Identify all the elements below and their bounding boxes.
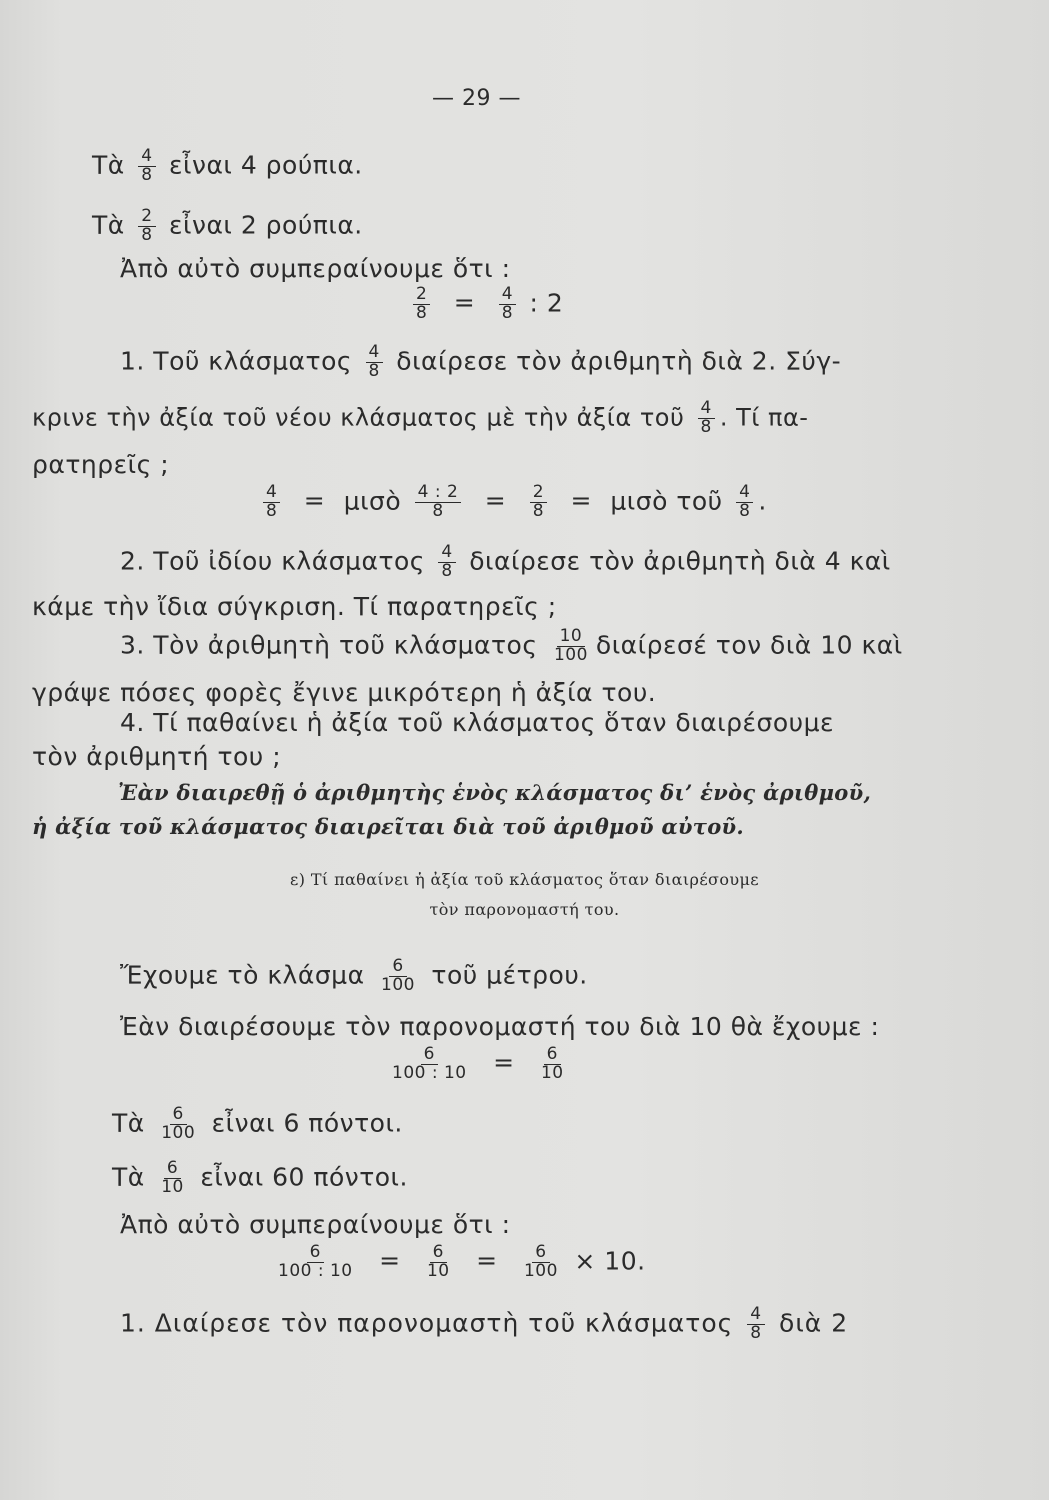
fraction: $\frac{10}{100}$ <box>553 626 588 665</box>
section-heading: ε) Τί παθαίνει ἡ ἀξία τοῦ κλάσματος ὅταν διαιρέσουμε <box>290 870 759 889</box>
fraction: $\frac{4}{8}$ <box>736 484 753 521</box>
fraction: $\frac{6}{100}$ <box>161 1104 196 1143</box>
section-heading: τὸν παρονομαστή του. <box>429 900 620 919</box>
rule-line-2: ἡ ἀξία τοῦ κλάσματος διαιρεῖται διὰ τοῦ ἀριθμοῦ αὐτοῦ. <box>32 814 745 839</box>
text-line: γράψε πόσες φορὲς ἔγινε μικρότερη ἡ ἀξία του. <box>32 678 657 707</box>
fraction: $\frac{6}{100}$ <box>381 956 415 995</box>
rule-line-1: Ἐὰν διαιρεθῇ ὁ ἀριθμητὴς ἑνὸς κλάσματος δι’ ἑνὸς ἀριθμοῦ, <box>118 780 872 805</box>
text-line: Τὰ $\frac{4}{8}$ εἶναι 4 ρούπια. <box>92 146 363 185</box>
fraction: $\frac{6}{100 : 10}$ <box>278 1242 353 1281</box>
text-line: Τὰ $\frac{6}{100}$ εἶναι 6 πόντοι. <box>112 1104 403 1143</box>
fraction: $\frac{6}{100}$ <box>523 1242 558 1281</box>
fraction: $\frac{2}{8}$ <box>413 286 430 323</box>
fraction: $\frac{4}{8}$ <box>747 1306 765 1343</box>
fraction: $\frac{6}{10}$ <box>426 1242 450 1281</box>
text-line: ρατηρεῖς ; <box>32 450 170 479</box>
text-line: Τὰ $\frac{2}{8}$ εἶναι 2 ρούπια. <box>92 206 363 245</box>
fraction: $\frac{6}{10}$ <box>540 1044 564 1083</box>
fraction: $\frac{2}{8}$ <box>138 208 155 245</box>
equation: $\frac{2}{8}$ = $\frac{4}{8}$ : 2 <box>408 286 563 323</box>
fraction: $\frac{6}{10}$ <box>161 1158 184 1197</box>
text-line: Ἐὰν διαιρέσουμε τὸν παρονομαστή του διὰ 10 θὰ ἔχουμε : <box>120 1012 880 1041</box>
fraction: $\frac{4}{8}$ <box>438 544 455 581</box>
page-number: — 29 — <box>432 86 521 111</box>
fraction: $\frac{6}{100 : 10}$ <box>392 1044 467 1083</box>
exercise-3: 3. Τὸν ἀριθμητὴ τοῦ κλάσματος $\frac{10}{100}$ διαίρεσέ τον διὰ 10 καὶ <box>120 626 903 665</box>
text-line: κάμε τὴν ἴδια σύγκριση. Τί παρατηρεῖς ; <box>32 592 557 621</box>
exercise-1: 1. Τοῦ κλάσματος $\frac{4}{8}$ διαίρεσε τὸν ἀριθμητὴ διὰ 2. Σύγ- <box>120 342 842 381</box>
equation: $\frac{6}{100 : 10}$ = $\frac{6}{10}$ <box>384 1046 572 1083</box>
fraction: $\frac{4}{8}$ <box>263 484 280 521</box>
fraction: $\frac{4}{8}$ <box>499 286 516 323</box>
text-line: τὸν ἀριθμητή του ; <box>32 742 282 771</box>
text-line: Τὰ $\frac{6}{10}$ εἶναι 60 πόντοι. <box>112 1158 408 1197</box>
text-line: Ἔχουμε τὸ κλάσμα $\frac{6}{100}$ τοῦ μέτρου. <box>120 956 588 995</box>
text-line: Ἀπὸ αὐτὸ συμπεραίνουμε ὅτι : <box>120 1210 511 1239</box>
text-line: κρινε τὴν ἀξία τοῦ νέου κλάσματος μὲ τὴν ἀξία τοῦ $\frac{4}{8}$ . Τί πα- <box>32 398 809 437</box>
fraction: $\frac{4 : 2}{8}$ <box>415 484 462 521</box>
fraction: $\frac{4}{8}$ <box>366 344 383 381</box>
exercise-2: 2. Τοῦ ἰδίου κλάσματος $\frac{4}{8}$ διαίρεσε τὸν ἀριθμητὴ διὰ 4 καὶ <box>120 542 891 581</box>
equation: $\frac{4}{8}$ = μισὸ $\frac{4 : 2}{8}$ = $\frac{2}{8}$ = μισὸ τοῦ $\frac{4}{8}$ . <box>258 484 767 521</box>
fraction: $\frac{4}{8}$ <box>698 400 715 437</box>
exercise-1b: 1. Διαίρεσε τὸν παρονομαστὴ τοῦ κλάσματος $\frac{4}{8}$ διὰ 2 <box>120 1304 849 1343</box>
equation: $\frac{6}{100 : 10}$ = $\frac{6}{10}$ = $\frac{6}{100}$ × 10. <box>270 1244 646 1281</box>
text-line: Ἀπὸ αὐτὸ συμπεραίνουμε ὅτι : <box>120 254 511 283</box>
fraction: $\frac{2}{8}$ <box>530 484 547 521</box>
fraction: $\frac{4}{8}$ <box>138 148 155 185</box>
exercise-4: 4. Τί παθαίνει ἡ ἀξία τοῦ κλάσματος ὅταν διαιρέσουμε <box>120 708 835 737</box>
